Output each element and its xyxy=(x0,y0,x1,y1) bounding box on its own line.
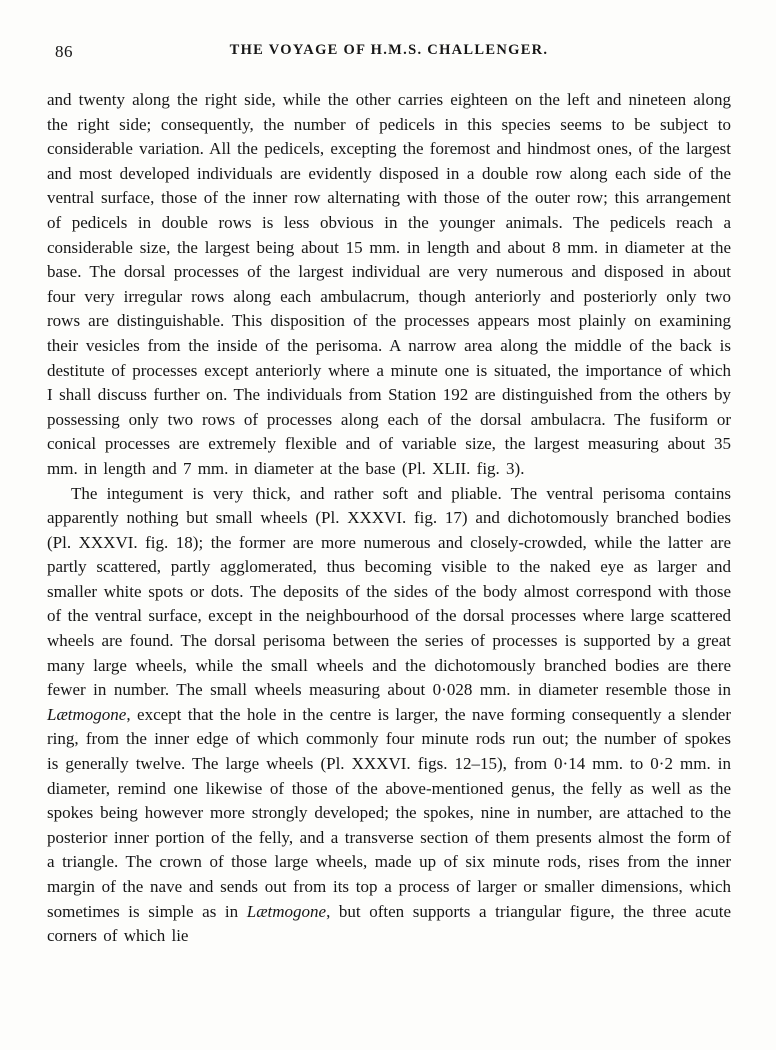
italic-text-run: Lætmogone xyxy=(246,901,327,921)
page-body xyxy=(47,88,731,949)
text-run: The integument is very thick, and rather soft and pliable. The ventral perisoma contains apparently nothing but small wheels (Pl. XXXVI. fig. 17) and dichotomously branched bodies (Pl. XXXVI. fig. 18); the former are more numerous and closely-crowded, while the latter are partly scattered, partly agglomerated, thus becoming visible to the naked eye as larger and smaller white spots or dots. The deposits of the sides of the body almost correspond with those of the ventral surface, except in the neighbourhood of the dorsal processes where large scattered wheels are found. The dorsal perisoma between the series of processes is supported by a great many large wheels, while the small wheels and the dichotomously branched bodies are there fewer in number. The small wheels measuring about 0·028 mm. in diameter resemble those in xyxy=(47,483,731,700)
text-run: and twenty along the right side, while the other carries eighteen on the left and nineteen along the right side; consequently, the number of pedicels in this species seems to be subject to considerable variation. All the pedicels, excepting the foremost and hindmost ones, of the largest and most developed individuals are evidently disposed in a double row along each side of the ventral surface, those of the inner row alternating with those of the outer row; this arrangement of pedicels in double rows is less obvious in the younger animals. The pedicels reach a considerable size, the largest being about 15 mm. in length and about 8 mm. in diameter at the base. The dorsal processes of the largest individual are very numerous and disposed in about four very irregular rows along each ambulacrum, though anteriorly and posteriorly only two rows are distinguishable. This disposition of the processes appears most plainly on examining their vesicles from the inside of the perisoma. A narrow area along the middle of the back is destitute of processes except anteriorly where a minute one is situated, the importance of which I shall discuss further on. The individuals from Station 192 are distinguished from the others by possessing only two rows of processes along each of the dorsal ambulacra. The fusiform or conical processes are extremely flexible and of variable size, the largest measuring about 35 mm. in length and 7 mm. in diameter at the base (Pl. XLII. fig. 3). xyxy=(47,90,731,478)
paragraph xyxy=(47,482,731,949)
italic-text-run: Lætmogone xyxy=(47,704,127,724)
page-header xyxy=(47,42,731,64)
running-title: THE VOYAGE OF H.M.S. CHALLENGER. xyxy=(229,42,549,58)
text-run: , but often supports a triangular figure, the three acute corners of which lie xyxy=(47,901,731,946)
text-run: , except that the hole in the centre is larger, the nave forming consequently a slender ring, from the inner edge of which commonly four minute rods run out; the number of spokes is generally twelve. The large wheels (Pl. XXXVI. figs. 12–15), from 0·14 mm. to 0·2 mm. in diameter, remind one likewise of those of the above-mentioned genus, the felly as well as the spokes being however more strongly developed; the spokes, nine in number, are attached to the posterior inner portion of the felly, and a transverse section of them presents almost the form of a triangle. The crown of those large wheels, made up of six minute rods, rises from the inner margin of the nave and sends out from its top a process of larger or smaller dimensions, which sometimes is simple as in xyxy=(47,704,731,921)
paragraph xyxy=(47,88,731,482)
page-number: 86 xyxy=(55,42,73,61)
